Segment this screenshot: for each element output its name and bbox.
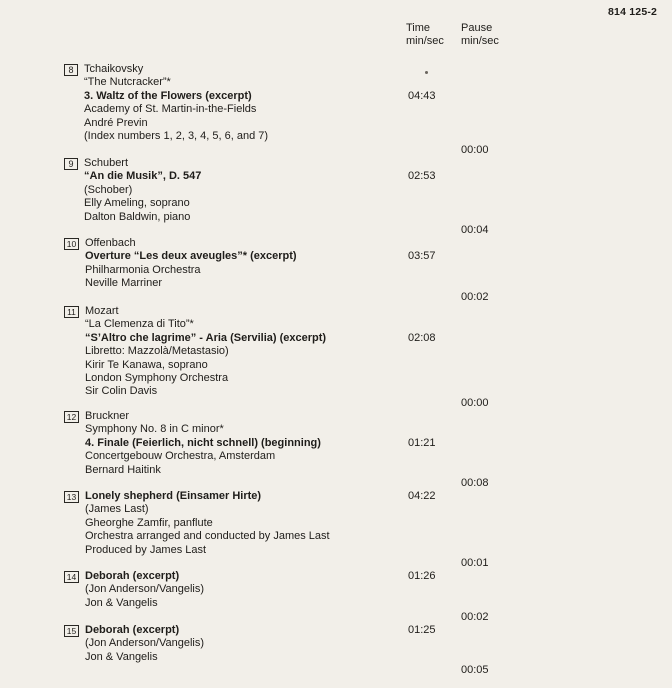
- track-pause: 00:02: [461, 291, 489, 303]
- track-detail: Gheorghe Zamfir, panflute: [85, 516, 213, 529]
- track-time: 03:57: [408, 250, 436, 263]
- track-time: 01:21: [408, 436, 436, 449]
- track-title: Lonely shepherd (Einsamer Hirte): [85, 490, 262, 502]
- track-detail: André Previn: [84, 116, 148, 129]
- track-number-box: 13: [64, 491, 79, 503]
- track-detail: Tchaikovsky: [84, 63, 144, 75]
- track-number-box: 10: [64, 238, 79, 250]
- track-detail: Bernard Haitink: [85, 463, 161, 476]
- track-detail: Libretto: Mazzolà/Metastasio): [85, 345, 229, 358]
- catalog-number: 814 125-2: [608, 6, 658, 18]
- track-pause: 00:00: [461, 144, 489, 156]
- track-pause: 00:04: [461, 224, 489, 236]
- track-time: 02:53: [408, 170, 436, 183]
- track-time: 04:22: [408, 490, 436, 502]
- track-detail: Neville Marriner: [85, 277, 163, 290]
- track-entry: [64, 237, 424, 291]
- track-detail: Concertgebouw Orchestra, Amsterdam: [85, 450, 276, 463]
- track-entry: [64, 63, 424, 143]
- track-title: “An die Musik”, D. 547: [84, 170, 202, 183]
- track-detail: Mozart: [85, 305, 119, 317]
- track-entry: [64, 410, 424, 477]
- track-entry: [64, 624, 424, 664]
- track-title: Overture “Les deux aveugles”* (excerpt): [85, 250, 297, 263]
- print-speck: [425, 71, 428, 74]
- track-pause: 00:01: [461, 557, 489, 569]
- track-detail: Schubert: [84, 157, 129, 169]
- track-detail: Bruckner: [85, 410, 130, 422]
- track-detail: (James Last): [85, 503, 149, 516]
- track-title: Deborah (excerpt): [85, 570, 180, 582]
- track-number-box: 8: [64, 64, 78, 76]
- track-time: 01:25: [408, 624, 436, 636]
- track-detail: (Schober): [84, 183, 133, 196]
- track-number-box: 11: [64, 306, 79, 318]
- track-entry: [64, 305, 424, 399]
- track-detail: Kirir Te Kanawa, soprano: [85, 358, 208, 371]
- track-number-box: 15: [64, 625, 79, 637]
- track-pause: 00:02: [461, 611, 489, 623]
- track-entry: [64, 570, 424, 610]
- track-detail: “La Clemenza di Tito”*: [85, 318, 194, 331]
- track-pause: 00:05: [461, 664, 489, 676]
- track-detail: Philharmonia Orchestra: [85, 263, 201, 276]
- track-detail: (Index numbers 1, 2, 3, 4, 5, 6, and 7): [84, 130, 269, 143]
- track-detail: Symphony No. 8 in C minor*: [85, 423, 224, 436]
- track-entry: [64, 490, 424, 557]
- track-detail: (Jon Anderson/Vangelis): [85, 583, 205, 596]
- pause-header-line-2: min/sec: [461, 35, 499, 47]
- track-number-box: 14: [64, 571, 79, 583]
- pause-column-header: [461, 22, 499, 48]
- track-detail: Offenbach: [85, 237, 136, 249]
- track-title: “S’Altro che lagrime” - Aria (Servilia) (excerpt): [85, 331, 327, 344]
- track-time: 01:26: [408, 570, 436, 582]
- time-column-header: [406, 22, 444, 48]
- track-time: 02:08: [408, 331, 436, 344]
- track-title: 4. Finale (Feierlich, nicht schnell) (beginning): [85, 436, 321, 449]
- track-detail: “The Nutcracker”*: [84, 76, 171, 89]
- track-entry: [64, 157, 424, 224]
- track-number-box: 9: [64, 158, 78, 170]
- track-detail: London Symphony Orchestra: [85, 372, 229, 385]
- track-detail: Orchestra arranged and conducted by James Last: [85, 530, 330, 543]
- track-detail: Sir Colin Davis: [85, 385, 158, 398]
- track-pause: 00:00: [461, 397, 489, 409]
- pause-header-line-1: Pause: [461, 22, 493, 34]
- track-detail: Produced by James Last: [85, 543, 207, 556]
- track-number-box: 12: [64, 411, 79, 423]
- track-pause: 00:08: [461, 477, 489, 489]
- time-header-line-1: Time: [406, 22, 431, 34]
- track-detail: Elly Ameling, soprano: [84, 197, 190, 210]
- track-detail: Jon & Vangelis: [85, 650, 158, 663]
- track-detail: (Jon Anderson/Vangelis): [85, 637, 205, 650]
- time-header-line-2: min/sec: [406, 35, 444, 47]
- track-title: 3. Waltz of the Flowers (excerpt): [84, 89, 252, 102]
- track-title: Deborah (excerpt): [85, 624, 180, 636]
- track-detail: Dalton Baldwin, piano: [84, 210, 191, 223]
- track-detail: Jon & Vangelis: [85, 596, 158, 609]
- track-detail: Academy of St. Martin-in-the-Fields: [84, 103, 257, 116]
- track-time: 04:43: [408, 89, 436, 102]
